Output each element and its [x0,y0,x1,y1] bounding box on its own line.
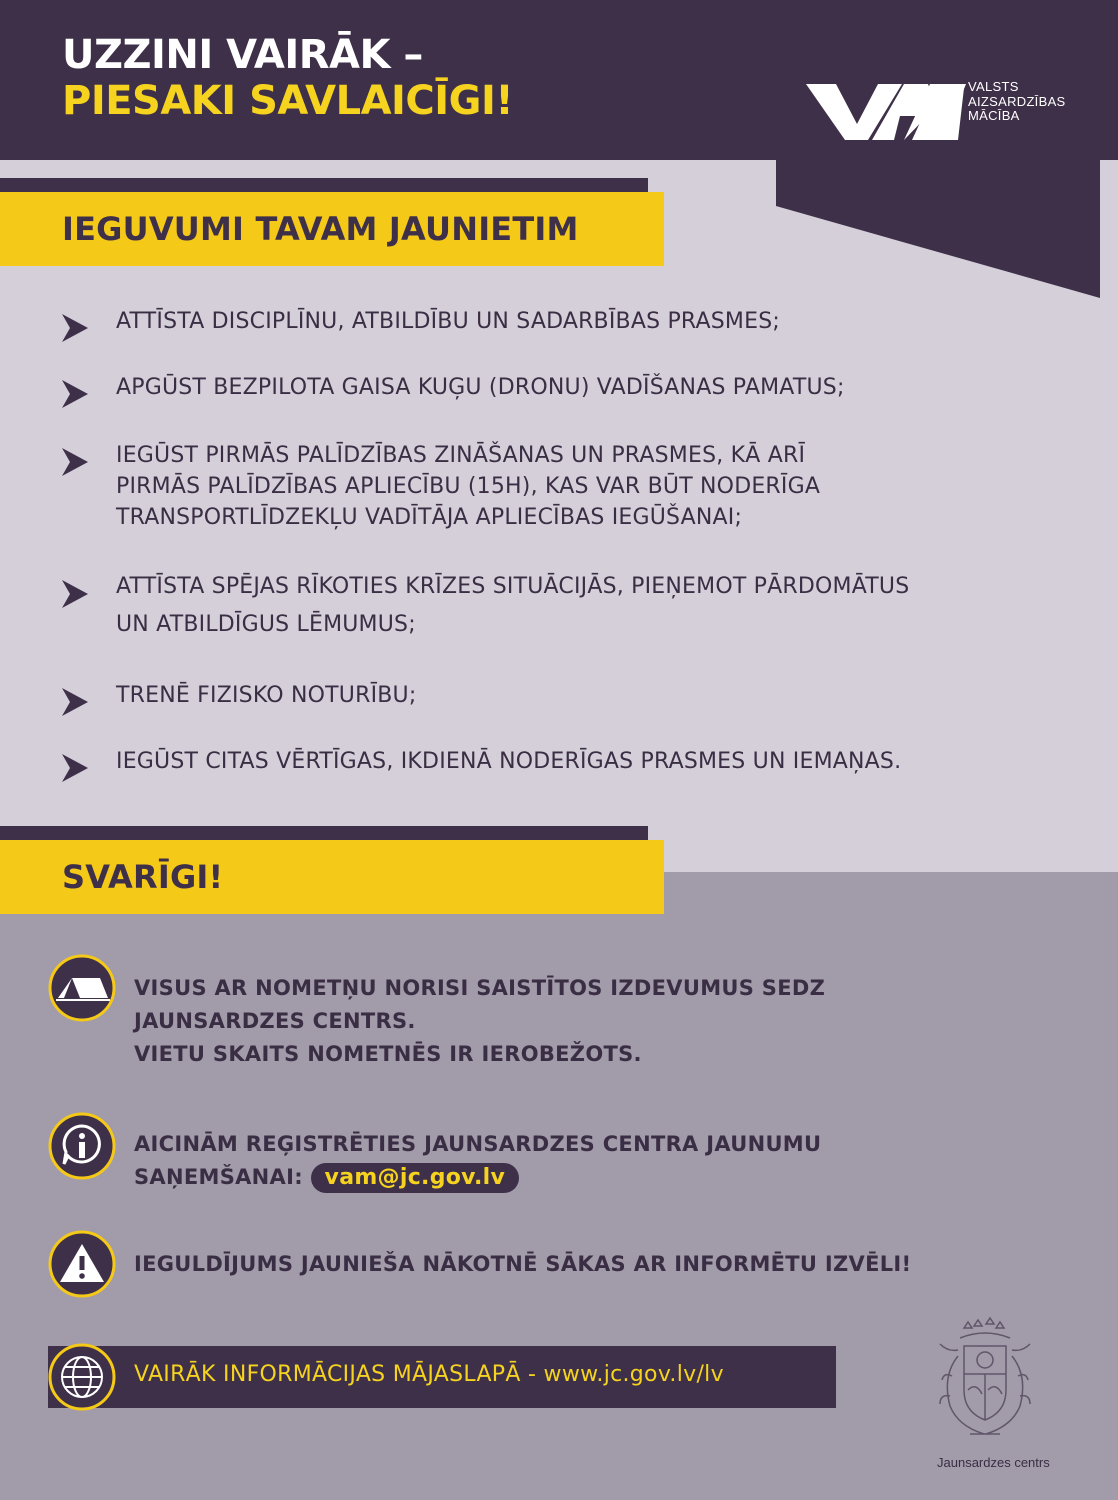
benefit-item-text: APGŪST BEZPILOTA GAISA KUĢU (DRONU) VADĪŠANAS PAMATUS; [116,375,845,400]
title-line-2: PIESAKI SAVLAICĪGI! [62,78,514,124]
logo-line-2: AIZSARDZĪBAS [968,93,1066,109]
warning-icon [48,1230,116,1298]
page-title [62,32,513,124]
chevron-right-icon [62,448,88,476]
website-link[interactable]: VAIRĀK INFORMĀCIJAS MĀJASLAPĀ - www.jc.gov.lv/lv [134,1362,724,1387]
globe-icon [48,1343,116,1411]
benefit-item-text: IEGŪST CITAS VĒRTĪGAS, IKDIENĀ NODERĪGAS PRASMES UN IEMAŅAS. [116,749,902,774]
title-line-1: UZZINI VAIRĀK – [62,32,423,78]
info-icon [48,1112,116,1180]
important-heading: SVARĪGI! [62,858,224,896]
benefit-item-text: IEGŪST PIRMĀS PALĪDZĪBAS ZINĀŠANAS UN PRASMES, KĀ ARĪ PIRMĀS PALĪDZĪBAS APLIECĪBU (15H), KAS VAR BŪT NODERĪGA TRANSPORTLĪDZEKĻU VADĪTĀJA APLIECĪBAS IEGŪŠANAI; [116,443,821,530]
chevron-right-icon [62,754,88,782]
logo-wordmark [968,80,1066,124]
benefit-item-text: TRENĒ FIZISKO NOTURĪBU; [116,683,417,708]
benefits-heading: IEGUVUMI TAVAM JAUNIETIM [62,210,579,248]
register-info-text: AICINĀM REĢISTRĒTIES JAUNSARDZES CENTRA JAUNUMU SAŅEMŠANAI: vam@jc.gov.lv [134,1128,821,1194]
coat-of-arms-icon [930,1316,1040,1446]
chevron-right-icon [62,580,88,608]
benefits-heading-accent [0,178,648,192]
camp-info-text: VISUS AR NOMETŅU NORISI SAISTĪTOS IZDEVUMUS SEDZ JAUNSARDZES CENTRS. VIETU SKAITS NOMETNĒS IR IEROBEŽOTS. [134,976,826,1066]
email-link[interactable]: vam@jc.gov.lv [311,1163,520,1193]
investment-info-text: IEGULDĪJUMS JAUNIEŠA NĀKOTNĒ SĀKAS AR INFORMĒTU IZVĒLI! [134,1252,912,1276]
tent-icon [48,954,116,1022]
chevron-right-icon [62,688,88,716]
logo-line-3: MĀCĪBA [968,108,1020,123]
benefit-item-text: ATTĪSTA SPĒJAS RĪKOTIES KRĪZES SITUĀCIJĀS, PIEŅEMOT PĀRDOMĀTUS UN ATBILDĪGUS LĒMUMUS; [116,574,910,637]
chevron-right-icon [62,314,88,342]
benefit-item-text: ATTĪSTA DISCIPLĪNU, ATBILDĪBU UN SADARBĪBAS PRASMES; [116,309,780,334]
chevron-right-icon [62,380,88,408]
important-heading-accent [0,826,648,840]
org-name: Jaunsardzes centrs [937,1455,1050,1470]
logo-line-1: VALSTS [968,79,1019,94]
